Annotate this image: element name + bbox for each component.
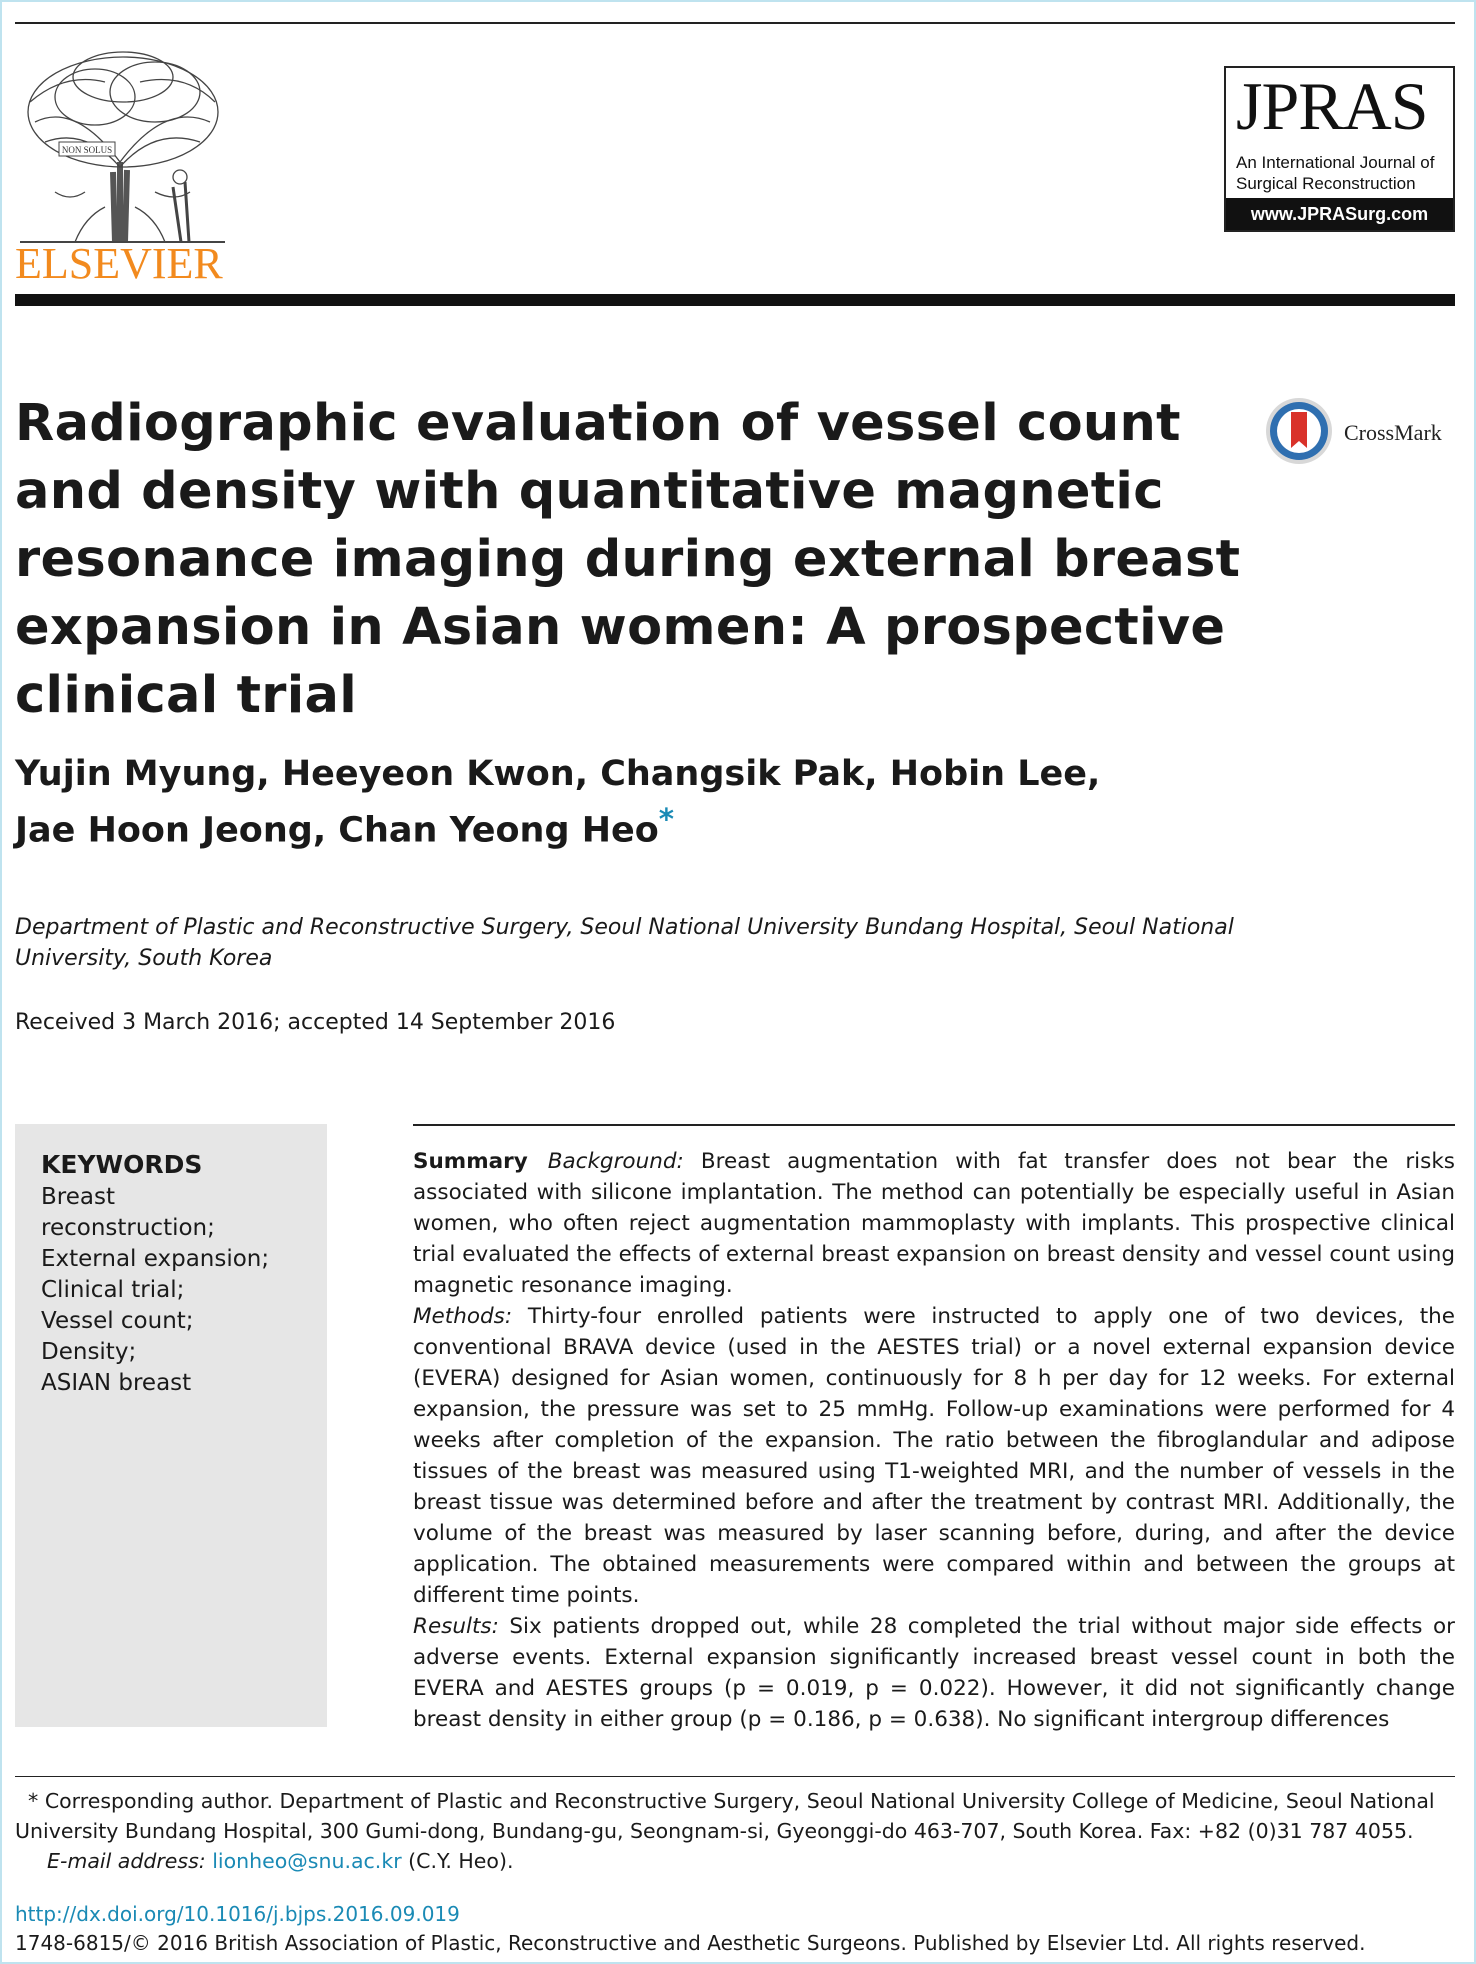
keyword-item: reconstruction;	[41, 1215, 215, 1241]
abstract-results	[413, 1611, 1455, 1735]
journal-url[interactable]: www.JPRASurg.com	[1226, 198, 1453, 230]
background-text: Breast augmentation with fat transfer does not bear the risks associated with silicone implantation. The method can potentially be especially useful in Asian women, who often reject augmentation mammoplasty with implants. This prospective clinical trial evaluated the effects of external breast expansion on breast density and vessel count using magnetic resonance imaging.	[413, 1149, 1456, 1298]
footnote-divider	[15, 1776, 1455, 1777]
keywords-list	[41, 1182, 301, 1399]
footnote-body: Corresponding author. Department of Plastic and Reconstructive Surgery, Seoul National University College of Medicine, Seoul National University Bundang Hospital, 300 Gumi-dong, Bundang-gu, Seongnam-si, Gyeonggi-do 463-707, South Korea. Fax: +82 (0)31 787 4055.	[15, 1789, 1435, 1843]
background-label: Background:	[547, 1149, 684, 1174]
doi-link[interactable]: http://dx.doi.org/10.1016/j.bjps.2016.09.019	[15, 1902, 460, 1926]
abstract-methods	[413, 1301, 1455, 1611]
keywords-panel	[15, 1124, 327, 1727]
header-divider	[15, 294, 1455, 306]
abstract-divider	[413, 1124, 1455, 1126]
authors-line2	[15, 797, 1215, 854]
keyword-item: Density;	[41, 1339, 137, 1365]
keyword-item: Vessel count;	[41, 1308, 194, 1334]
author-list	[15, 752, 1215, 854]
abstract-background	[413, 1146, 1455, 1301]
keyword-item: External expansion;	[41, 1246, 270, 1272]
summary-label: Summary	[413, 1149, 528, 1174]
top-rule	[15, 22, 1455, 24]
crossmark-icon	[1264, 396, 1334, 466]
results-text: Six patients dropped out, while 28 completed the trial without major side effects or adverse events. External expansion significantly increased breast vessel count in both the EVERA and AESTES groups (p = 0.019, p = 0.022). However, it did not significantly change breast density in either group (p = 0.186, p = 0.638). No significant intergroup differences	[413, 1614, 1455, 1732]
keyword-item: Clinical trial;	[41, 1277, 185, 1303]
crossmark-label: CrossMark	[1344, 420, 1442, 445]
footnote-email-line	[15, 1846, 1455, 1876]
footnote-text	[15, 1786, 1455, 1846]
affiliation: Department of Plastic and Reconstructive Surgery, Seoul National University Bundang Hospital, Seoul National University, South Korea	[15, 915, 1234, 971]
authors-line2-names: Jae Hoon Jeong, Chan Yeong Heo	[15, 810, 659, 851]
email-label: E-mail address:	[47, 1849, 206, 1873]
email-owner: (C.Y. Heo).	[408, 1849, 514, 1873]
elsevier-logo	[15, 42, 230, 288]
logo-motto: NON SOLUS	[61, 145, 113, 155]
footnote-marker: *	[28, 1789, 39, 1813]
keyword-item: Breast	[41, 1184, 115, 1210]
journal-subtitle-line2: Surgical Reconstruction	[1236, 174, 1416, 193]
crossmark-badge[interactable]	[1264, 396, 1464, 466]
journal-subtitle	[1236, 152, 1434, 194]
results-label: Results:	[413, 1614, 499, 1639]
received-dates: Received 3 March 2016; accepted 14 September 2016	[15, 1010, 616, 1035]
keyword-item: ASIAN breast	[41, 1370, 192, 1396]
corresponding-author-footnote	[15, 1786, 1455, 1876]
authors-line1: Yujin Myung, Heeyeon Kwon, Changsik Pak, Hobin Lee,	[15, 754, 1101, 794]
abstract	[413, 1146, 1455, 1735]
publisher-name: ELSEVIER	[15, 239, 223, 288]
corresponding-author-marker[interactable]: *	[658, 802, 675, 836]
methods-text: Thirty-four enrolled patients were instructed to apply one of two devices, the conventional BRAVA device (used in the AESTES trial) or a novel external expansion device (EVERA) designed for Asian women, continuously for 8 h per day for 12 weeks. For external expansion, the pressure was set to 25 mmHg. Follow-up examinations were performed for 4 weeks after completion of the expansion. The ratio between the fibroglandular and adipose tissues of the breast was measured using T1-weighted MRI, and the number of vessels in the breast tissue was determined before and after the treatment by contrast MRI. Additionally, the volume of the breast was measured by laser scanning before, during, and after the device application. The obtained measurements were compared within and between the groups at different time points.	[413, 1304, 1455, 1608]
keywords-heading: KEYWORDS	[41, 1150, 203, 1179]
journal-logo-box	[1224, 66, 1455, 232]
elsevier-tree-icon	[15, 42, 230, 252]
copyright-notice: 1748-6815/© 2016 British Association of Plastic, Reconstructive and Aesthetic Surgeons. Published by Elsevier Ltd. All rights reserved.	[15, 1931, 1366, 1955]
article-title: Radiographic evaluation of vessel count and density with quantitative magnetic resonance imaging during external breast expansion in Asian women: A prospective clinical trial	[15, 394, 1241, 725]
email-link[interactable]: lionheo@snu.ac.kr	[212, 1849, 402, 1873]
methods-label: Methods:	[413, 1304, 513, 1329]
journal-subtitle-line1: An International Journal of	[1236, 153, 1435, 172]
journal-abbrev: JPRAS	[1236, 68, 1428, 144]
